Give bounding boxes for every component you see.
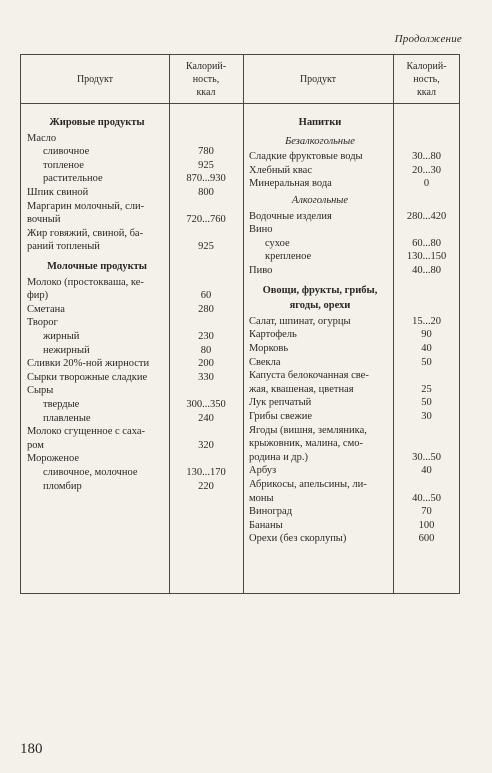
calorie-value: 200 [198,358,214,370]
product-name: жая, квашеная, цветная [249,383,354,395]
product-name: моны [249,492,274,504]
product-name: Сыры [27,385,54,397]
page-number: 180 [20,741,43,757]
product-name: пломбир [43,480,82,492]
calorie-value: 130...150 [406,251,447,263]
continuation-label: Продолжение [394,33,462,45]
calorie-value: 40 [421,343,432,354]
product-name: плавленые [43,412,91,424]
calorie-value [393,223,460,236]
calorie-value [169,200,243,213]
calorie-value [393,437,460,450]
calorie-value: 20...30 [412,164,441,176]
calorie-value: 925 [198,241,214,253]
calorie-value: 0 [423,178,430,190]
calorie-value: 130...170 [186,467,226,478]
product-name: Вино [249,224,273,236]
calorie-value [169,132,243,145]
column-divider [243,55,244,593]
product-name: Лук репчатый [249,397,312,409]
calorie-table [20,54,460,594]
section-title: Алкогольные [291,195,349,206]
calorie-value: 40...50 [412,492,441,504]
product-name: Молоко (простокваша, ке- [27,276,144,288]
product-name: Морковь [249,343,289,354]
product-name: Капуста белокочанная све- [249,370,369,382]
product-name: раний топленый [27,241,100,253]
product-name: Ягоды (вишня, земляника, [249,424,367,436]
product-name: вочный [27,214,61,226]
product-name: Сливки 20%-ной жирности [27,358,150,370]
header-calories-right: Калорий- ность, ккал [406,60,447,98]
calorie-value: 100 [418,519,435,531]
product-name: Картофель [249,329,297,341]
product-name: топленое [43,159,84,171]
product-name: родина и др.) [249,451,309,463]
product-name: Минеральная вода [249,178,332,190]
section-title: Жировые продукты [49,117,145,128]
product-name: сухое [265,237,290,249]
product-name: Бананы [249,519,283,531]
calorie-value: 220 [198,480,214,492]
product-name: нежирный [43,344,90,356]
product-name: крыжовник, малина, смо- [249,438,363,450]
header-calories-left: Калорий- ность, ккал [185,60,227,98]
calorie-value: 30...80 [412,151,441,163]
calorie-value: 25 [421,383,432,395]
calorie-value: 15...20 [412,315,441,327]
calorie-value: 330 [198,371,214,383]
calorie-value: 40...80 [412,265,441,276]
section-title: Напитки [298,117,342,128]
product-name: Пиво [249,265,273,276]
product-name: крепленое [265,251,312,263]
calorie-value: 300...350 [186,399,226,410]
product-name: сливочное [43,146,90,158]
calorie-value [169,116,243,129]
product-name: Маргарин молочный, сли- [27,200,145,212]
section-title: Овощи, фрукты, грибы, [262,284,378,296]
calorie-value [393,135,460,148]
product-name: Абрикосы, апельсины, ли- [249,479,367,490]
product-name: Грибы свежие [249,411,313,422]
calorie-value: 280...420 [406,210,447,222]
calorie-value [393,478,460,491]
product-name: Масло [27,132,57,144]
product-name: Творог [27,317,58,329]
calorie-value: 80 [200,344,212,356]
header-product-left: Продукт [76,73,114,85]
calorie-value: 30...50 [412,451,441,463]
calorie-value: 800 [198,187,214,198]
product-name: Шпик свиной [27,187,89,198]
product-name: Салат, шпинат, огурцы [249,315,351,327]
calorie-value [169,452,243,465]
calorie-value: 40 [421,465,432,477]
product-name: Свекла [249,356,281,368]
calorie-value: 280 [198,303,214,315]
product-name: Сметана [27,303,65,315]
calorie-value: 870...930 [186,173,226,185]
product-name: Сырки творожные сладкие [27,371,148,383]
calorie-value [169,384,243,397]
calorie-value [393,299,460,312]
calorie-value: 230 [198,331,214,342]
product-name: Арбуз [249,465,277,477]
calorie-value: 30 [421,411,432,422]
product-name: фир) [27,290,49,302]
product-name: Хлебный квас [249,164,312,176]
product-name: ром [27,439,44,451]
product-name: Орехи (без скорлупы) [249,533,347,545]
product-name: жирный [43,331,80,342]
product-name: Жир говяжий, свиной, ба- [27,227,144,239]
calorie-value: 780 [198,146,214,158]
calorie-value: 70 [421,506,432,518]
calorie-value: 240 [198,412,214,424]
product-name: Водочные изделия [249,210,332,222]
product-name: Сладкие фруктовые воды [249,151,363,163]
calorie-value [393,369,460,382]
product-name: Молоко сгущенное с саха- [27,426,145,438]
calorie-value [393,194,460,207]
product-name: растительное [43,173,103,185]
calorie-value [393,424,460,437]
product-name: Мороженое [27,453,79,465]
calorie-value: 720...760 [186,214,226,226]
calorie-value: 50 [421,397,432,409]
section-title: Безалкогольные [285,135,355,147]
calorie-value [169,276,243,289]
calorie-value: 60...80 [412,237,441,249]
calorie-value: 320 [198,439,214,451]
calorie-value [393,116,460,129]
calorie-value: 50 [421,356,432,368]
calorie-value [393,284,460,297]
calorie-value: 600 [418,533,435,545]
calorie-value [169,425,243,438]
product-name: Виноград [249,506,293,518]
product-name: твердые [43,399,80,410]
calorie-value [169,260,243,273]
calorie-value: 60 [200,290,212,302]
section-title: Молочные продукты [46,261,147,272]
calorie-value: 90 [421,329,432,341]
calorie-value: 925 [198,159,214,171]
section-title: ягоды, орехи [289,300,351,312]
calorie-value [169,316,243,329]
header-product-right: Продукт [299,73,337,85]
product-name: сливочное, молочное [43,467,138,478]
calorie-value [169,227,243,240]
